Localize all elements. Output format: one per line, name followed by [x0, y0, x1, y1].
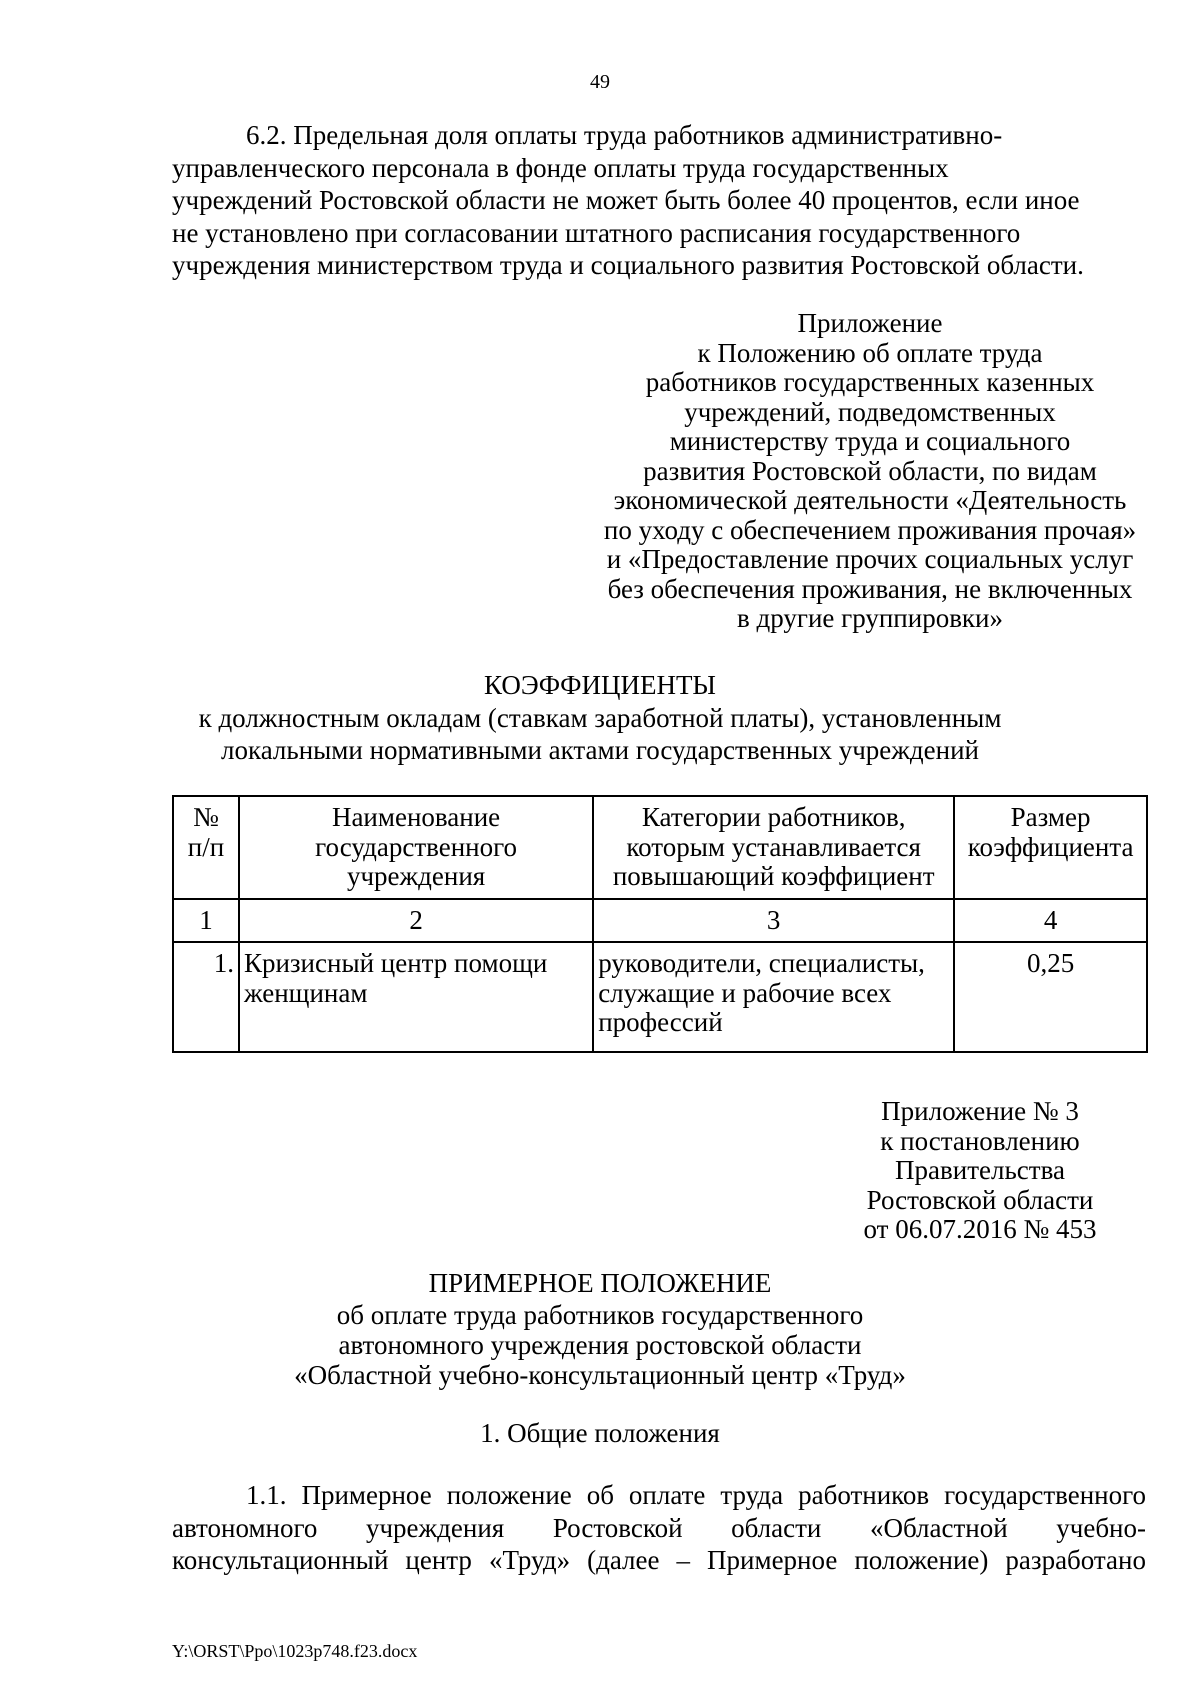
- paragraph-line: автономного учреждения Ростовской области «Областной учебно-: [172, 1512, 1146, 1543]
- categories-cell: [593, 942, 954, 1052]
- header-text: Размер: [1010, 802, 1091, 832]
- appendix-3-line: от 06.07.2016 № 453: [863, 1214, 1097, 1244]
- paragraph-line: учреждения министерством труда и социального развития Ростовской области.: [172, 250, 1084, 280]
- coefficients-title: КОЭФФИЦИЕНТЫ: [484, 670, 716, 700]
- subtitle-line: автономного учреждения ростовской области: [338, 1330, 862, 1360]
- appendix-3-line: Ростовской области: [866, 1184, 1094, 1215]
- table-header-row: [173, 796, 1147, 899]
- appendix-line: без обеспечения проживания, не включенных: [607, 573, 1133, 604]
- cell-text: руководители, специалисты,: [598, 948, 925, 978]
- subtitle-line: об оплате труда работников государственного: [336, 1300, 864, 1330]
- header-text: повышающий коэффициент: [612, 861, 935, 891]
- appendix-line: к Положению об оплате труда: [697, 337, 1043, 368]
- paragraph-line: не установлено при согласовании штатного расписания государственного: [172, 217, 1021, 248]
- header-text: учреждения: [346, 861, 486, 891]
- coefficient-cell: 0,25: [954, 942, 1147, 1052]
- appendix-3-block: [830, 1097, 1130, 1245]
- regulation-title: ПРИМЕРНОЕ ПОЛОЖЕНИЕ: [428, 1268, 772, 1298]
- header-text: Наименование: [331, 802, 501, 832]
- appendix-3-line: к постановлению: [880, 1125, 1080, 1156]
- column-number-cell: 4: [954, 899, 1147, 943]
- column-number-row: [173, 899, 1147, 943]
- header-cell-number: [173, 796, 239, 899]
- appendix-block: [575, 309, 1165, 634]
- appendix-line: работников государственных казенных: [645, 367, 1095, 397]
- paragraph-6-2: [172, 119, 1146, 282]
- subtitle-line: «Областной учебно-консультационный центр «Труд»: [294, 1360, 906, 1390]
- page-number: 49: [590, 71, 610, 93]
- column-number-cell: 1: [173, 899, 239, 943]
- appendix-line: и «Предоставление прочих социальных услуг: [606, 544, 1134, 574]
- paragraph-line: 6.2. Предельная доля оплаты труда работников административно-: [246, 120, 1003, 150]
- subtitle-line: локальными нормативными актами государственных учреждений: [221, 735, 979, 765]
- header-text: Категории работников,: [641, 802, 906, 832]
- header-cell-institution: [239, 796, 593, 899]
- header-cell-categories: [593, 796, 954, 899]
- header-text: которым устанавливается: [626, 831, 921, 862]
- header-text: п/п: [187, 831, 225, 862]
- paragraph-line: управленческого персонала в фонде оплаты труда государственных: [172, 152, 949, 183]
- table-row: [173, 942, 1147, 1052]
- header-text: государственного: [315, 831, 518, 862]
- header-text: №: [193, 802, 219, 832]
- paragraph-line: консультационный центр «Труд» (далее – Примерное положение) разработано: [172, 1545, 1146, 1575]
- subtitle-line: к должностным окладам (ставкам заработной платы), установленным: [198, 703, 1002, 733]
- coefficients-subtitle: [0, 702, 1200, 766]
- regulation-subtitle: [0, 1300, 1200, 1390]
- header-text: коэффициента: [967, 831, 1134, 862]
- cell-text: женщинам: [243, 977, 368, 1008]
- appendix-line: развития Ростовской области, по видам: [643, 455, 1097, 486]
- coefficients-table: [172, 795, 1148, 1053]
- appendix-line: в другие группировки»: [736, 603, 1004, 633]
- cell-text: Кризисный центр помощи: [243, 948, 548, 978]
- appendix-3-line: Приложение № 3: [881, 1096, 1079, 1126]
- section-1-title: 1. Общие положения: [480, 1418, 720, 1448]
- row-number-cell: 1.: [173, 942, 239, 1052]
- appendix-line: по уходу с обеспечением проживания прочая»: [603, 514, 1137, 545]
- appendix-3-line: Правительства: [895, 1155, 1065, 1185]
- cell-text: служащие и рабочие всех: [598, 977, 892, 1008]
- column-number-cell: 2: [239, 899, 593, 943]
- cell-text: профессий: [598, 1007, 723, 1037]
- appendix-line: министерству труда и социального: [669, 426, 1071, 456]
- column-number-cell: 3: [593, 899, 954, 943]
- header-cell-coefficient: [954, 796, 1147, 899]
- institution-cell: [239, 942, 593, 1052]
- appendix-line: Приложение: [797, 308, 943, 338]
- appendix-line: учреждений, подведомственных: [684, 396, 1056, 427]
- paragraph-1-1: [172, 1479, 1146, 1577]
- appendix-line: экономической деятельности «Деятельность: [613, 485, 1127, 515]
- paragraph-line: 1.1. Примерное положение об оплате труда работников государственного: [246, 1480, 1146, 1510]
- footer-file-path: Y:\ORST\Ppo\1023p748.f23.docx: [172, 1641, 418, 1661]
- paragraph-line: учреждений Ростовской области не может быть более 40 процентов, если иное: [172, 185, 1080, 215]
